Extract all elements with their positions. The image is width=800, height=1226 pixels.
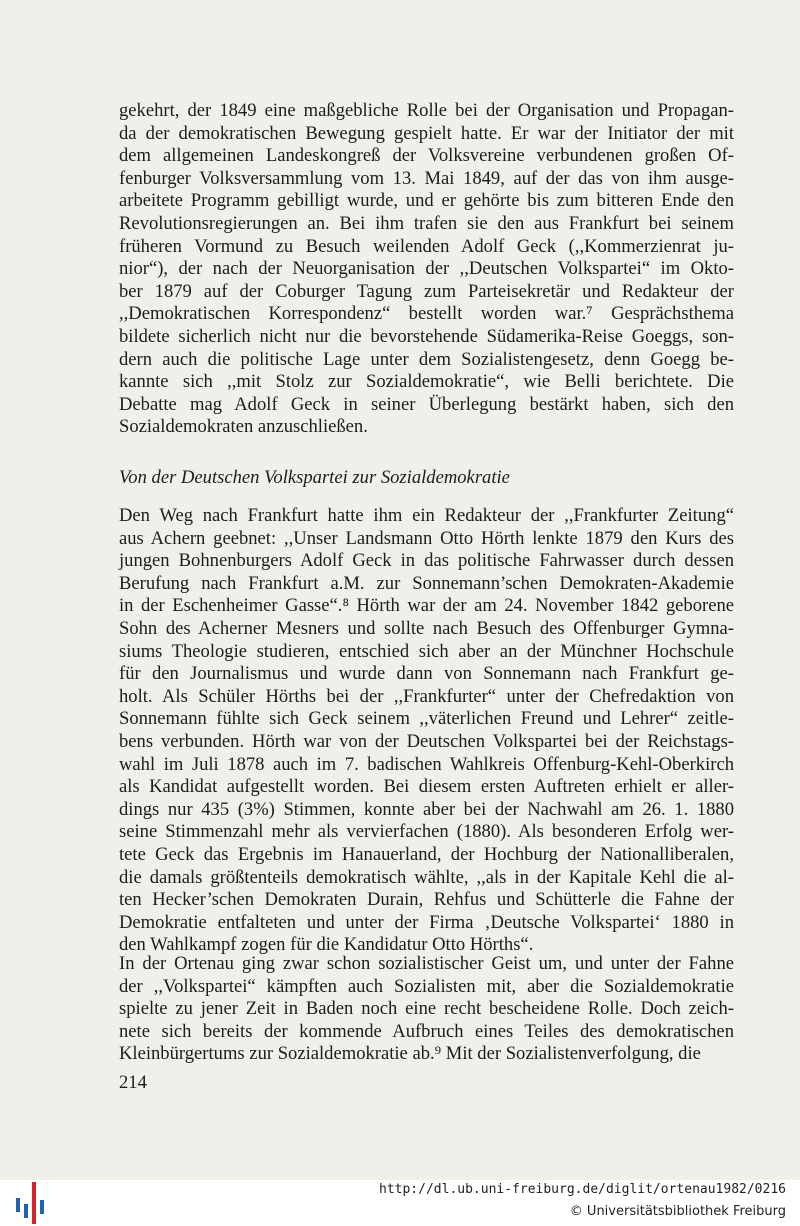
text-line: tete Geck das Ergebnis im Hanauerland, der Hochburg der Nationalliberalen, <box>119 843 734 865</box>
text-line: Revolutionsregierungen an. Bei ihm trafen sie den aus Frankfurt bei seinem <box>119 212 734 234</box>
text-line: holt. Als Schüler Hörths bei der ,,Frankfurter“ unter der Chefredaktion von <box>119 685 734 707</box>
text-line: die damals größtenteils demokratisch wählte, ,,als in der Kapitale Kehl die al- <box>119 866 734 888</box>
text-line: als Kandidat aufgestellt worden. Bei diesem ersten Auftreten erhielt er aller- <box>119 776 734 798</box>
text-line: Berufung nach Frankfurt a.M. zur Sonnemann’schen Demokraten-Akademie <box>119 572 734 594</box>
text-line: ,,Demokratischen Korrespondenz“ bestellt worden war.⁷ Gesprächsthema <box>119 303 734 325</box>
footer <box>0 1180 800 1226</box>
text-line: Demokratie entfalteten und unter der Firma ‚Deutsche Volkspartei‘ 1880 in <box>119 911 734 933</box>
text-line: spielte zu jener Zeit in Baden noch eine recht bescheidene Rolle. Doch zeich- <box>119 998 734 1020</box>
text-line: seine Stimmenzahl mehr als vervierfachen (1880). Als besonderen Erfolg wer- <box>119 821 734 843</box>
text-line: Den Weg nach Frankfurt hatte ihm ein Redakteur der ,,Frankfurter Zeitung“ <box>119 505 734 526</box>
text-line: Kleinbürgertums zur Sozialdemokratie ab.⁹ Mit der Sozialistenverfolgung, die <box>119 1043 701 1065</box>
text-line: für den Journalismus und wurde dann von Sonnemann nach Frankfurt ge- <box>119 663 734 685</box>
text-line: Sohn des Acherner Mesners und sollte nach Besuch des Offenburger Gymna- <box>119 617 734 639</box>
text-line: Debatte mag Adolf Geck in seiner Überlegung bestärkt haben, sich den <box>119 393 734 415</box>
paragraph-1 <box>119 100 734 439</box>
copyright-credit: © Universitätsbibliothek Freiburg <box>569 1204 786 1219</box>
text-line: Sonnemann fühlte sich Geck seinem ,,väterlichen Freund und Lehrer“ zeitle- <box>119 708 734 730</box>
text-line: der ,,Volkspartei“ kämpften auch Sozialisten mit, aber die Sozialdemokratie <box>119 975 734 997</box>
text-line: nete sich bereits der kommende Aufbruch eines Teiles des demokratischen <box>119 1020 734 1042</box>
text-line: jungen Bohnenburgers Adolf Geck in das politische Fahrwasser durch dessen <box>119 550 734 572</box>
text-line: den Wahlkampf zogen für die Kandidatur Otto Hörths“. <box>119 934 534 956</box>
text-line: gekehrt, der 1849 eine maßgebliche Rolle bei der Organisation und Propagan- <box>119 100 734 121</box>
text-line: bildete sicherlich nicht nur die bevorstehende Südamerika-Reise Goeggs, son- <box>119 325 734 347</box>
text-line: dem allgemeinen Landeskongreß der Volksvereine verbundenen großen Of- <box>119 145 734 167</box>
section-heading: Von der Deutschen Volkspartei zur Sozialdemokratie <box>119 467 510 488</box>
text-line: arbeitete Programm gebilligt wurde, und er gehörte bis zum bitteren Ende den <box>119 190 734 212</box>
text-line: aus Achern geebnet: ,,Unser Landsmann Otto Hörth lenkte 1879 den Kurs des <box>119 527 734 549</box>
text-line: bens verbunden. Hörth war von der Deutschen Volkspartei bei der Reichstags- <box>119 730 734 752</box>
ub-freiburg-logo-icon <box>12 1180 52 1224</box>
text-line: da der demokratischen Bewegung gespielt hatte. Er war der Initiator der mit <box>119 122 734 144</box>
text-line: siums Theologie studieren, entschied sich aber an der Münchner Hochschule <box>119 640 734 662</box>
paragraph-3 <box>119 953 734 1066</box>
page-number: 214 <box>119 1072 147 1093</box>
text-line: Sozialdemokraten anzuschließen. <box>119 416 368 438</box>
text-line: dings nur 435 (3%) Stimmen, konnte aber bei der Nachwahl am 26. 1. 1880 <box>119 798 734 820</box>
source-url-link[interactable]: http://dl.ub.uni-freiburg.de/diglit/ortenau1982/0216 <box>379 1182 786 1197</box>
paragraph-2 <box>119 505 734 957</box>
text-line: dern auch die politische Lage unter dem Sozialistengesetz, denn Goegg be- <box>119 348 734 370</box>
text-line: wahl im Juli 1878 auch im 7. badischen Wahlkreis Offenburg-Kehl-Oberkirch <box>119 753 734 775</box>
text-line: früheren Vormund zu Besuch weilenden Adolf Geck (,,Kommerzienrat ju- <box>119 235 734 257</box>
text-line: ber 1879 auf der Coburger Tagung zum Parteisekretär und Redakteur der <box>119 280 734 302</box>
text-line: kannte sich ,,mit Stolz zur Sozialdemokratie“, wie Belli berichtete. Die <box>119 371 734 393</box>
text-line: In der Ortenau ging zwar schon sozialistischer Geist um, und unter der Fahne <box>119 953 734 974</box>
text-line: fenburger Volksversammlung vom 13. Mai 1849, auf der das von ihm ausge- <box>119 167 734 189</box>
text-line: nior“), der nach der Neuorganisation der ,,Deutschen Volkspartei“ im Okto- <box>119 258 734 280</box>
text-line: ten Hecker’schen Demokraten Durain, Rehfus und Schütterle die Fahne der <box>119 889 734 911</box>
text-line: in der Eschenheimer Gasse“.⁸ Hörth war der am 24. November 1842 geborene <box>119 595 734 617</box>
